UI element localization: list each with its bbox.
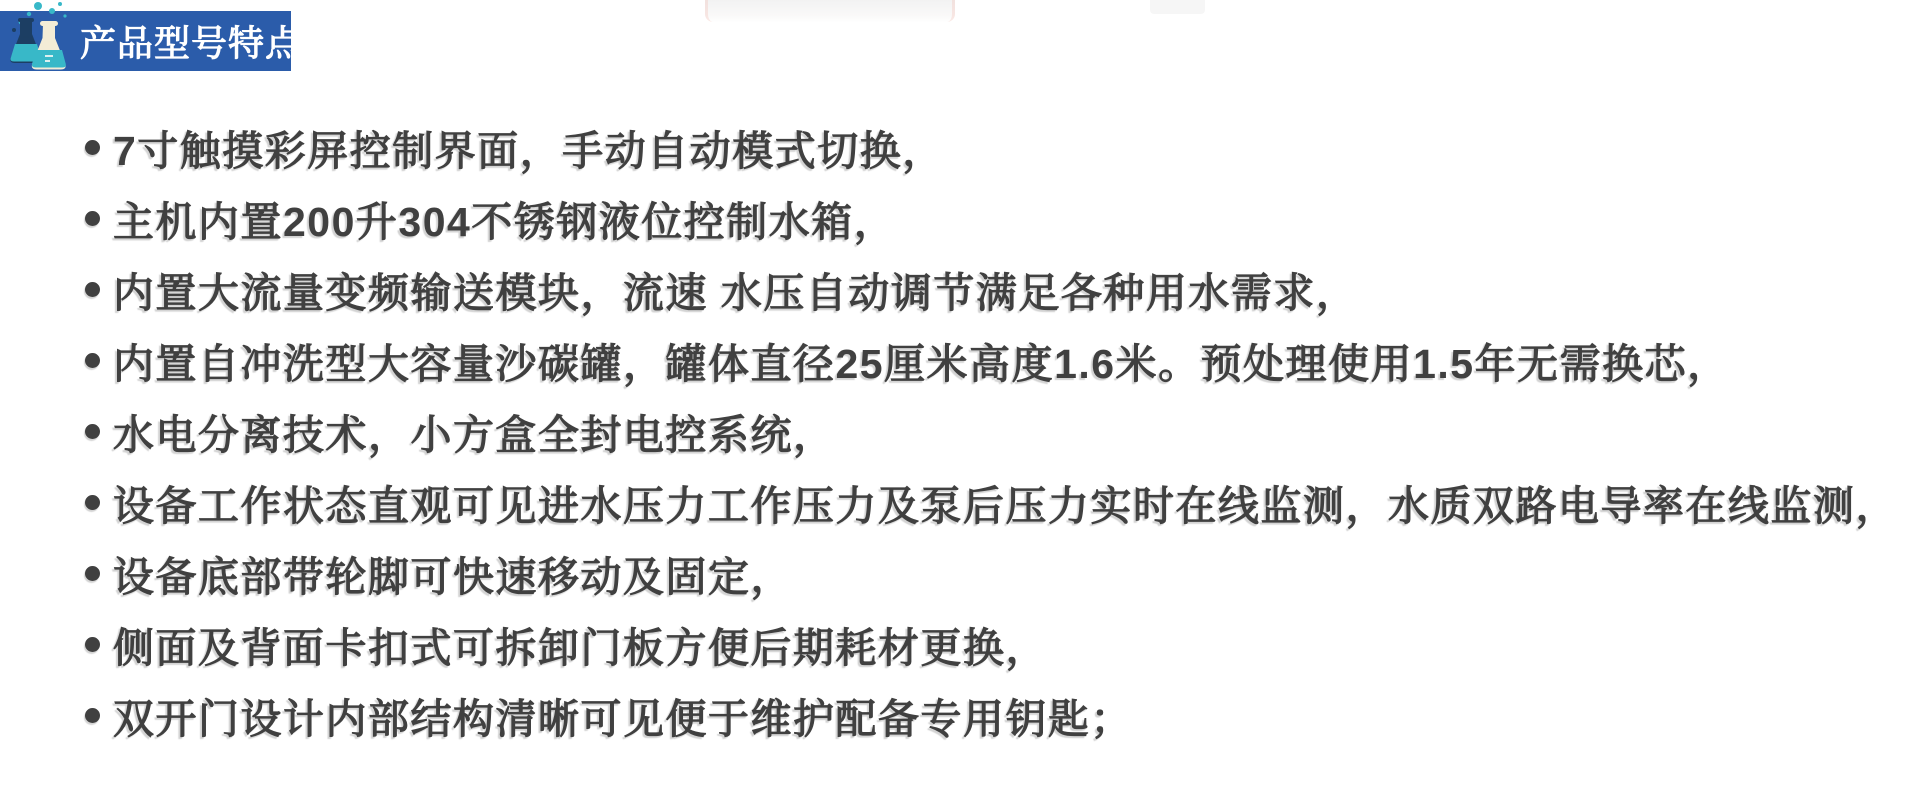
feature-item: [85, 254, 1898, 325]
bullet-icon: [85, 211, 100, 226]
previous-section-remnant: [705, 0, 955, 22]
bullet-icon: [85, 140, 100, 155]
feature-text: 设备工作状态直观可见进水压力工作压力及泵后压力实时在线监测，水质双路电导率在线监测，: [113, 483, 1898, 529]
feature-list: [85, 112, 1898, 751]
feature-text: 侧面及背面卡扣式可拆卸门板方便后期耗材更换，: [113, 625, 1048, 671]
feature-item: [85, 467, 1898, 538]
previous-section-remnant-small: [1150, 0, 1205, 14]
feature-item: [85, 680, 1898, 751]
bullet-icon: [85, 495, 100, 510]
feature-text: 内置大流量变频输送模块，流速 水压自动调节满足各种用水需求，: [113, 270, 1359, 316]
bullet-icon: [85, 637, 100, 652]
flasks-icon: [7, 0, 75, 80]
feature-item: [85, 325, 1898, 396]
feature-item: [85, 538, 1898, 609]
bullet-icon: [85, 353, 100, 368]
feature-item: [85, 609, 1898, 680]
bullet-icon: [85, 566, 100, 581]
feature-text: 7寸触摸彩屏控制界面，手动自动模式切换，: [113, 128, 945, 174]
feature-text: 内置自冲洗型大容量沙碳罐，罐体直径25厘米高度1.6米。预处理使用1.5年无需换芯，: [113, 341, 1730, 387]
bullet-icon: [85, 282, 100, 297]
section-title-badge: [0, 11, 303, 71]
bullet-icon: [85, 708, 100, 723]
section-title: 产品型号特点: [80, 22, 303, 64]
feature-item: [85, 396, 1898, 467]
bullet-icon: [85, 424, 100, 439]
feature-text: 水电分离技术，小方盒全封电控系统，: [113, 412, 836, 458]
feature-text: 双开门设计内部结构清晰可见便于维护配备专用钥匙；: [113, 696, 1133, 742]
feature-text: 设备底部带轮脚可快速移动及固定，: [113, 554, 793, 600]
feature-item: [85, 112, 1898, 183]
feature-item: [85, 183, 1898, 254]
feature-text: 主机内置200升304不锈钢液位控制水箱，: [113, 199, 897, 245]
